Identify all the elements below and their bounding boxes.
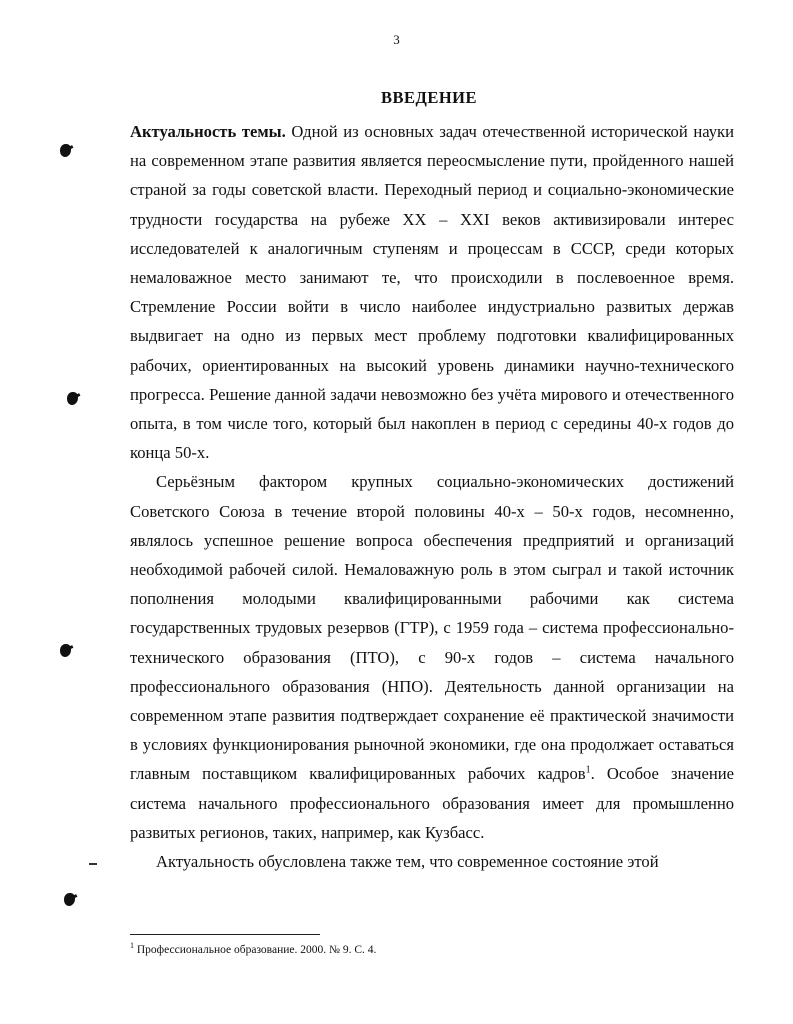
paragraph-relevance-continued [130,847,734,876]
footnote-text: Профессиональное образование. 2000. № 9. С. 4. [134,944,377,956]
scan-artifact-mark [60,644,71,657]
paragraph-text: Одной из основных задач отечественной исторической науки на современном этапе развития является переосмысление пути, пройденного нашей страной за годы советской власти. Переходный период и социально-экономические трудности государства на рубеже XX – XXI веков активизировали интерес исследователей к аналогичным ступеням и процессам в СССР, среди которых немаловажное место занимают те, что происходили в послевоенное время. Стремление России войти в число наиболее индустриально развитых держав выдвигает на одно из первых мест проблему подготовки квалифицированных рабочих, ориентированных на высокий уровень динамики научно-технического прогресса. Решение данной задачи невозможно без учёта мирового и отечественного опыта, в том числе того, который был накоплен в период с середины 40-х годов до конца 50-х. [130,122,734,463]
page-number: 3 [393,32,400,47]
scan-artifact-dash [89,863,97,865]
scan-artifact-mark [67,392,78,405]
footnote-divider [130,934,320,935]
body-text [130,117,734,876]
scan-artifact-mark [64,893,75,906]
footnote-reference: 1 [585,764,591,776]
paragraph-relevance [130,117,734,467]
footnote [130,941,377,956]
page-title: ВВЕДЕНИЕ [380,88,478,107]
paragraph-text: Актуальность обусловлена также тем, что современное состояние этой [156,852,659,872]
paragraph-text: Серьёзным фактором крупных социально-экономических достижений Советского Союза в течение второй половины 40-х – 50-х годов, несомненно, являлось успешное решение вопроса обеспечения предприятий и организаций необходимой рабочей силой. Немаловажную роль в этом сыграл и такой источник пополнения молодыми квалифицированными рабочими как система государственных трудовых резервов (ГТР), с 1959 года – система профессионально-технического образования (ПТО), с 90-х годов – система начального профессионального образования (НПО). Деятельность данной организации на современном этапе развития подтверждает сохранение её практической значимости в условиях функционирования рыночной экономики, где она продолжает оставаться главным поставщиком квалифицированных рабочих кадров [130,472,734,784]
paragraph-labor-reserves [130,467,734,847]
paragraph-text: . Особое значение система начального профессионального образования имеет для промышленно развитых регионов, таких, например, как Кузбасс. [130,764,735,842]
paragraph-lead-heading: Актуальность темы. [130,122,286,141]
footnote-marker: 1 [130,941,134,951]
scan-artifact-mark [60,144,71,157]
